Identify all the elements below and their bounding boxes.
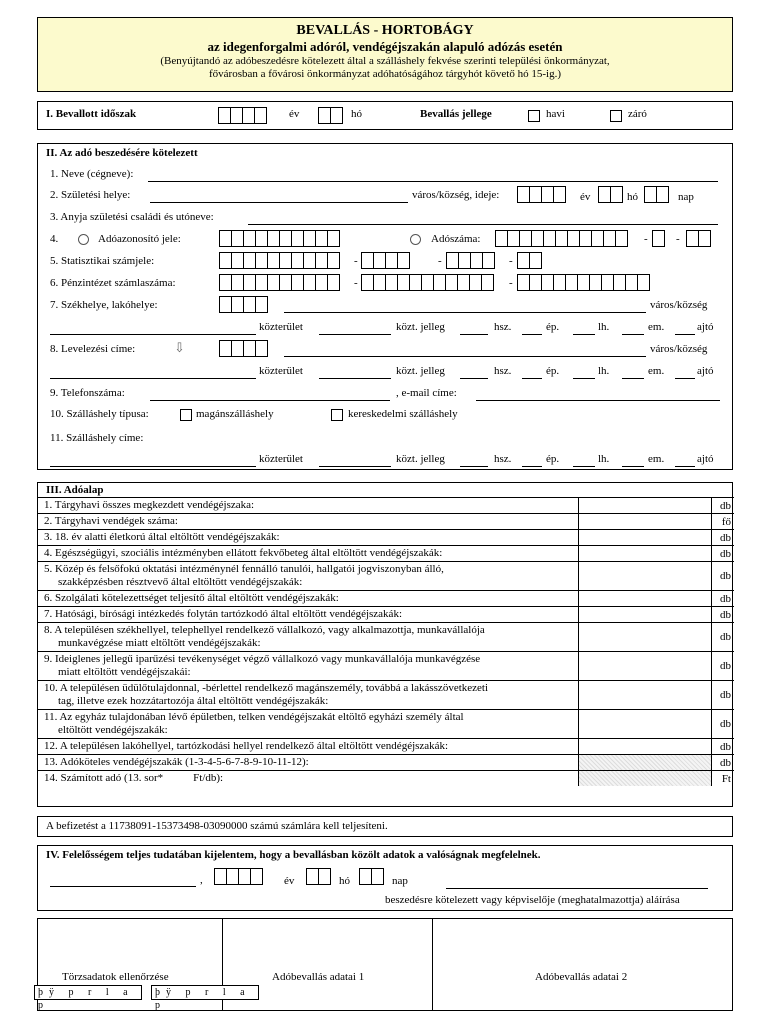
phone-input[interactable]: [150, 400, 390, 401]
monthly-checkbox[interactable]: [528, 110, 540, 122]
row-label-line: 5. Közép és felsőfokú oktatási intézménynél fennálló tanulói, hallgatói jogviszonyban álló,: [44, 563, 444, 575]
dash: -: [438, 255, 442, 267]
comma: ,: [200, 874, 203, 886]
private-lodging-label: magánszálláshely: [196, 408, 274, 420]
print-button-2[interactable]: þÿ p r l a p: [151, 985, 259, 1000]
row-unit: db: [720, 740, 731, 753]
period-label: I. Bevallott időszak: [46, 108, 137, 120]
form-subtitle: az idegenforgalmi adóról, vendégéjszakán alapuló adózás esetén: [207, 39, 563, 54]
seat-door-input[interactable]: [675, 334, 695, 335]
mail-street-input[interactable]: [50, 378, 256, 379]
unit-divider: [711, 530, 712, 545]
return-data-1-label: Adóbevallás adatai 1: [272, 971, 365, 983]
mail-city-input[interactable]: [284, 356, 646, 357]
period-month-label: hó: [351, 108, 362, 120]
birth-day-label: nap: [678, 191, 694, 203]
tax-base-row-label: [44, 592, 564, 605]
row-label-line: munkavégzése miatt eltöltött vendégéjszakák:: [58, 637, 261, 649]
email-label: , e-mail címe:: [396, 387, 457, 399]
tax-base-row-label: [44, 563, 564, 589]
tax-number-input[interactable]: [495, 230, 627, 247]
mail-city-label: város/község: [650, 343, 708, 355]
row-label-line: 11. Az egyház tulajdonában lévő épületben, telken vendégéjszakát eltöltő egyházi személy által: [44, 711, 464, 723]
row-unit: db: [720, 608, 731, 621]
final-checkbox[interactable]: [610, 110, 622, 122]
sign-month-label: hó: [339, 875, 350, 887]
tax-base-row-label: [44, 711, 564, 737]
value-input[interactable]: [578, 591, 579, 606]
door-label: ajtó: [697, 321, 714, 333]
birthplace-input[interactable]: [150, 202, 408, 203]
tax-base-row-label: [44, 608, 564, 621]
footer-divider: [432, 919, 433, 1010]
row-label-line: 10. A településen üdülőtulajdonnal, -bérlettel rendelkező magánszemély, továbbá a lakásszövetkezeti: [44, 682, 489, 694]
row-label-line: 7. Hatósági, bírósági intézkedés folytán tartózkodó által eltöltött vendégéjszakák:: [44, 608, 402, 620]
phone-label: 9. Telefonszáma:: [50, 387, 125, 399]
floor-label: em.: [648, 365, 665, 377]
bank-account-input-3[interactable]: [517, 274, 649, 291]
value-input[interactable]: [578, 623, 579, 651]
row-label-line: 14. Számított adó (13. sor*: [44, 772, 164, 784]
sign-month-input[interactable]: [306, 868, 330, 885]
lodging-building-input[interactable]: [522, 466, 542, 467]
row-label-line: miatt eltöltött vendégéjszakái:: [58, 666, 191, 678]
street-type-label: közt. jelleg: [396, 365, 445, 377]
unit-divider: [711, 652, 712, 680]
final-label: záró: [628, 108, 647, 120]
unit-divider: [711, 739, 712, 754]
row-unit: db: [720, 660, 731, 672]
street-label: közterület: [259, 365, 303, 377]
mail-street-type-input[interactable]: [319, 378, 391, 379]
unit-divider: [711, 771, 712, 786]
stat-number-label: 5. Statisztikai számjele:: [50, 255, 155, 267]
tax-base-title: III. Adóalap: [46, 484, 104, 496]
floor-label: em.: [648, 453, 665, 465]
number-label: hsz.: [494, 365, 512, 377]
dash: -: [354, 255, 358, 267]
value-input[interactable]: [578, 546, 579, 561]
bank-account-input-2[interactable]: [361, 274, 493, 291]
tax-base-row: [38, 651, 734, 680]
tax-base-row-label: [44, 499, 564, 512]
unit-divider: [711, 681, 712, 709]
value-input[interactable]: [578, 498, 579, 513]
tax-base-row: [38, 513, 734, 529]
row-label-line: 2. Tárgyhavi vendégek száma:: [44, 515, 178, 527]
section-tax-base: [37, 482, 733, 807]
lodging-type-label: 10. Szálláshely típusa:: [50, 408, 149, 420]
stat-number-input-3[interactable]: [446, 252, 494, 269]
form-header: [37, 17, 733, 92]
value-input[interactable]: [578, 607, 579, 622]
unit-divider: [711, 607, 712, 622]
seat-building-input[interactable]: [522, 334, 542, 335]
row-unit: db: [720, 718, 731, 730]
form-note-2: fővárosban a fővárosi önkormányzat adóhatóságához tárgyhót követő hó 15-ig.): [209, 68, 561, 80]
number-label: hsz.: [494, 453, 512, 465]
tax-number-label: Adószáma:: [431, 233, 481, 245]
row-unit: db: [720, 499, 731, 512]
commercial-lodging-label: kereskedelmi szálláshely: [348, 408, 458, 420]
birth-year-label: év: [580, 191, 591, 203]
value-input[interactable]: [578, 755, 579, 770]
street-label: közterület: [259, 453, 303, 465]
signature-input[interactable]: [446, 888, 708, 889]
street-type-label: közt. jelleg: [396, 321, 445, 333]
name-input[interactable]: [148, 181, 718, 182]
tax-base-row: [38, 754, 734, 770]
tax-number-vat-input[interactable]: [652, 230, 664, 247]
floor-label: em.: [648, 321, 665, 333]
sign-place-input[interactable]: [50, 886, 196, 887]
bank-account-label: 6. Pénzintézet számlaszáma:: [50, 277, 176, 289]
period-year-input[interactable]: [218, 107, 266, 124]
unit-divider: [711, 514, 712, 529]
name-label: 1. Neve (cégneve):: [50, 168, 134, 180]
value-input[interactable]: [578, 771, 579, 786]
row-unit: db: [720, 689, 731, 701]
value-input[interactable]: [578, 739, 579, 754]
tax-base-row: [38, 561, 734, 590]
taxpayer-title: II. Az adó beszedésére kötelezett: [46, 147, 198, 159]
dash: -: [676, 233, 680, 245]
section-taxpayer: [37, 143, 733, 470]
birth-month-label: hó: [627, 191, 638, 203]
row-label-line: 8. A településen székhellyel, telephellyel rendelkező vállalkozó, vagy alkalmazottja, munkavállalója: [44, 624, 485, 636]
row-label-line: 3. 18. év alatti életkorú által eltöltött vendégéjszakák:: [44, 531, 280, 543]
unit-divider: [711, 562, 712, 590]
dash: -: [509, 255, 513, 267]
tax-number-radio[interactable]: [410, 234, 421, 245]
row-unit: Ft: [721, 772, 731, 785]
value-input[interactable]: [578, 530, 579, 545]
period-month-input[interactable]: [318, 107, 342, 124]
row-unit: fő: [721, 515, 731, 528]
tax-base-row: [38, 738, 734, 754]
mother-name-label: 3. Anyja születési családi és utóneve:: [50, 211, 214, 223]
section-period: [37, 101, 733, 130]
tax-id-radio[interactable]: [78, 234, 89, 245]
signature-label: beszedésre kötelezett vagy képviselője (meghatalmazottja) aláírása: [385, 894, 680, 906]
payment-info: [37, 816, 733, 837]
tax-base-row: [38, 606, 734, 622]
door-label: ajtó: [697, 453, 714, 465]
tax-base-row-label: [44, 624, 564, 650]
bank-account-input-1[interactable]: [219, 274, 339, 291]
street-label: közterület: [259, 321, 303, 333]
unit-divider: [711, 546, 712, 561]
mail-floor-input[interactable]: [622, 378, 644, 379]
dash: -: [509, 277, 513, 289]
row-unit: db: [720, 631, 731, 643]
building-label: ép.: [546, 365, 560, 377]
unit-divider: [711, 755, 712, 770]
declaration-title: IV. Felelősségem teljes tudatában kijelentem, hogy a bevallásban közölt adatok a valóságnak megfelelnek.: [46, 849, 541, 861]
value-input[interactable]: [578, 562, 579, 590]
street-type-label: közt. jelleg: [396, 453, 445, 465]
unit-divider: [711, 498, 712, 513]
section-declaration: [37, 845, 733, 911]
row-label-line: 9. Ideiglenes jellegű iparűzési tevékenységet végző vállalkozó vagy munkavállalója munkavégzése: [44, 653, 481, 665]
seat-number-input[interactable]: [460, 334, 488, 335]
tax-base-row-label: [44, 682, 564, 708]
mail-address-label: 8. Levelezési címe:: [50, 343, 136, 355]
door-label: ajtó: [697, 365, 714, 377]
birth-day-input[interactable]: [644, 186, 668, 203]
seat-street-input[interactable]: [50, 334, 256, 335]
row-label-line: 4. Egészségügyi, szociális intézményben ellátott fekvőbeteg által eltöltött vendégéjszakák:: [44, 547, 443, 559]
row-unit: db: [720, 756, 731, 769]
tax-id-input[interactable]: [219, 230, 339, 247]
value-input[interactable]: [578, 710, 579, 738]
dash: -: [354, 277, 358, 289]
lodging-staircase-input[interactable]: [573, 466, 595, 467]
monthly-label: havi: [546, 108, 565, 120]
tax-base-row-label: [44, 515, 564, 528]
tax-base-row: [38, 590, 734, 606]
birth-month-input[interactable]: [598, 186, 622, 203]
tax-base-row: [38, 622, 734, 651]
row-label-line: 6. Szolgálati kötelezettséget teljesítő által eltöltött vendégéjszakák:: [44, 592, 339, 604]
row-label-line: eltöltött vendégéjszakák:: [58, 724, 168, 736]
sign-day-label: nap: [392, 875, 408, 887]
stat-number-input-4[interactable]: [517, 252, 541, 269]
row-unit: db: [720, 531, 731, 544]
mail-building-input[interactable]: [522, 378, 542, 379]
tax-base-row: [38, 709, 734, 738]
mail-zip-input[interactable]: [219, 340, 267, 357]
unit-divider: [711, 710, 712, 738]
master-data-check-label: Törzsadatok ellenőrzése: [62, 971, 169, 983]
seat-floor-input[interactable]: [622, 334, 644, 335]
birth-year-input[interactable]: [517, 186, 565, 203]
mail-number-input[interactable]: [460, 378, 488, 379]
return-type-label: Bevallás jellege: [420, 108, 492, 120]
tax-base-row-label: [44, 653, 564, 679]
tax-number-county-input[interactable]: [686, 230, 710, 247]
stat-number-input-1[interactable]: [219, 252, 339, 269]
sign-year-input[interactable]: [214, 868, 262, 885]
value-input[interactable]: [578, 681, 579, 709]
stat-number-input-2[interactable]: [361, 252, 409, 269]
row-label-line: 12. A településen lakóhellyel, tartózkodási hellyel rendelkező által eltöltött vendégéjszakák:: [44, 740, 449, 752]
seat-street-type-input[interactable]: [319, 334, 391, 335]
staircase-label: lh.: [598, 321, 610, 333]
private-lodging-checkbox[interactable]: [180, 409, 192, 421]
value-input[interactable]: [578, 652, 579, 680]
lodging-door-input[interactable]: [675, 466, 695, 467]
unit-divider: [711, 623, 712, 651]
mail-door-input[interactable]: [675, 378, 695, 379]
number-label: hsz.: [494, 321, 512, 333]
return-data-2-label: Adóbevallás adatai 2: [535, 971, 628, 983]
value-input[interactable]: [578, 514, 579, 529]
tax-base-row: [38, 680, 734, 709]
tax-base-row-label: [44, 772, 564, 785]
tax-base-row: [38, 770, 734, 786]
tax-base-row-label: [44, 547, 564, 560]
row4-label: 4.: [50, 233, 59, 245]
tax-base-row-label: [44, 756, 564, 769]
unit-divider: [711, 591, 712, 606]
lodging-floor-input[interactable]: [622, 466, 644, 467]
row-label-unit: Ft/db):: [193, 772, 224, 784]
tax-base-row: [38, 497, 734, 513]
seat-label: 7. Székhelye, lakóhelye:: [50, 299, 158, 311]
building-label: ép.: [546, 453, 560, 465]
lodging-street-input[interactable]: [50, 466, 256, 467]
staircase-label: lh.: [598, 365, 610, 377]
lodging-address-label: 11. Szálláshely címe:: [50, 432, 144, 444]
row-unit: db: [720, 547, 731, 560]
tax-id-label: Adóazonosító jele:: [98, 233, 181, 245]
staircase-label: lh.: [598, 453, 610, 465]
tax-base-row: [38, 545, 734, 561]
row-label-line: 13. Adóköteles vendégéjszakák (1-3-4-5-6-7-8-9-10-11-12):: [44, 756, 309, 768]
birthplace-label: 2. Születési helye:: [50, 189, 131, 201]
print-button-1[interactable]: þÿ p r l a p: [34, 985, 142, 1000]
commercial-lodging-checkbox[interactable]: [331, 409, 343, 421]
row-label-line: szakképzésben résztvevő által eltöltött vendégéjszakák:: [58, 576, 303, 588]
row-label-line: tag, illetve ezek hozzátartozója által eltöltött vendégéjszakák:: [58, 695, 329, 707]
sign-day-input[interactable]: [359, 868, 383, 885]
tax-base-row-label: [44, 531, 564, 544]
tax-base-row-label: [44, 740, 564, 753]
shaded-cell: [579, 755, 711, 770]
lodging-street-type-input[interactable]: [319, 466, 391, 467]
form-title: BEVALLÁS - HORTOBÁGY: [296, 23, 474, 38]
birthdate-label: város/község, ideje:: [412, 189, 500, 201]
period-year-label: év: [289, 108, 300, 120]
dash: -: [644, 233, 648, 245]
row-unit: db: [720, 570, 731, 582]
row-unit: db: [720, 592, 731, 605]
email-input[interactable]: [476, 400, 720, 401]
mother-name-input[interactable]: [248, 224, 718, 225]
lodging-number-input[interactable]: [460, 466, 488, 467]
tax-base-row: [38, 529, 734, 545]
arrow-down-icon[interactable]: ⇩: [174, 340, 185, 355]
seat-zip-input[interactable]: [219, 296, 267, 313]
shaded-cell: [579, 771, 711, 786]
seat-city-input[interactable]: [284, 312, 646, 313]
row-label-line: 1. Tárgyhavi összes megkezdett vendégéjszaka:: [44, 499, 255, 511]
building-label: ép.: [546, 321, 560, 333]
form-note-1: (Benyújtandó az adóbeszedésre kötelezett által a szálláshely fekvése szerinti települési önkormányzat,: [160, 55, 610, 67]
payment-text: A befizetést a 11738091-15373498-03090000 számú számlára kell teljesíteni.: [46, 820, 388, 832]
mail-staircase-input[interactable]: [573, 378, 595, 379]
seat-city-label: város/község: [650, 299, 708, 311]
sign-year-label: év: [284, 875, 295, 887]
seat-staircase-input[interactable]: [573, 334, 595, 335]
